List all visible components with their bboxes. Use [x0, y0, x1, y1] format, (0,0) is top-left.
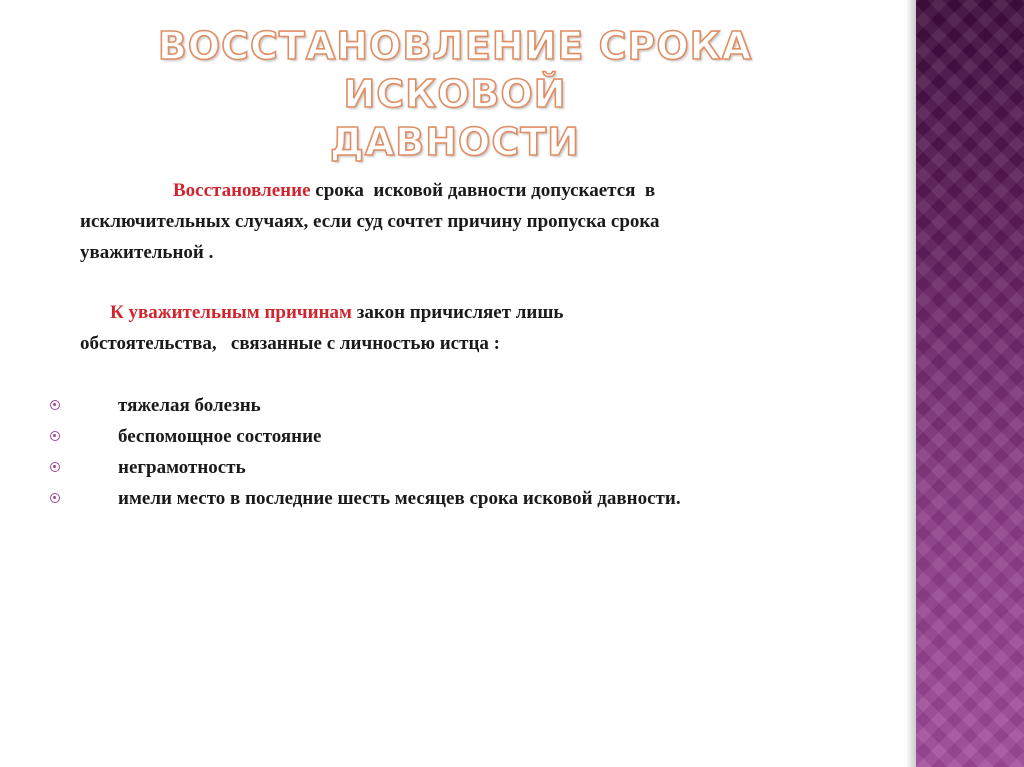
bullet-circle-icon — [50, 493, 60, 503]
paragraph-1-line-2: исключительных случаях, если суд сочтет причину пропуска срока — [80, 211, 660, 232]
bullet-circle-icon — [50, 431, 60, 441]
bullet-circle-icon — [50, 400, 60, 410]
paragraph-1-line-1 — [80, 175, 880, 206]
list-item-text: неграмотность — [118, 457, 246, 478]
list-item — [48, 452, 898, 483]
paragraph-2-line-2: обстоятельства, связанные с личностью истца : — [80, 333, 500, 354]
paragraph-2-line-1-text: закон причисляет лишь — [351, 302, 564, 323]
list-item-text: тяжелая болезнь — [118, 395, 261, 416]
paragraph-2-line-1 — [80, 297, 880, 328]
slide-title-line-2: ДАВНОСТИ — [330, 120, 580, 164]
bullet-circle-icon — [50, 462, 60, 472]
list-item — [48, 483, 898, 514]
decorative-side-panel — [916, 0, 1024, 767]
highlight-restoration: Восстановление — [173, 180, 311, 201]
reasons-list — [48, 390, 898, 514]
list-item — [48, 421, 898, 452]
paragraph-valid-reasons — [80, 297, 880, 359]
list-item-text: беспомощное состояние — [118, 426, 322, 447]
slide-title-line-1: ВОССТАНОВЛЕНИЕ СРОКА ИСКОВОЙ — [157, 24, 753, 116]
paragraph-1-line-3: уважительной . — [80, 242, 214, 263]
list-item — [48, 390, 898, 421]
paragraph-1-line-1-text: срока исковой давности допускается в — [310, 180, 656, 201]
highlight-valid-reasons: К уважительным причинам — [110, 302, 352, 323]
paragraph-restoration — [80, 175, 880, 268]
slide-title — [60, 22, 850, 166]
slide-edge-shadow — [906, 0, 916, 767]
list-item-text: имели место в последние шесть месяцев срока исковой давности. — [118, 488, 681, 509]
